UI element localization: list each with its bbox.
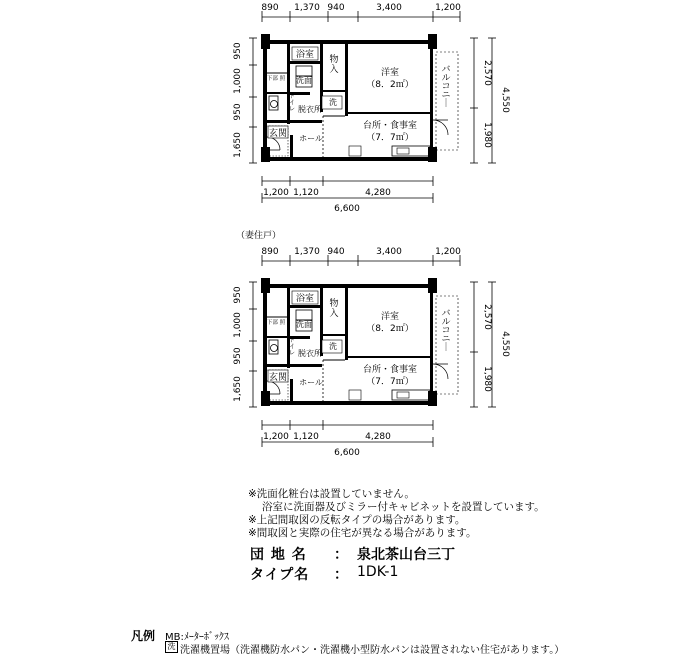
floor-plan-2 bbox=[0, 231, 700, 494]
plan-caption: （妻住戸） bbox=[236, 231, 282, 241]
wall bbox=[263, 40, 433, 44]
door-swing-icon bbox=[433, 120, 448, 135]
type-name-label: タイプ名 bbox=[250, 567, 310, 583]
sink-icon bbox=[397, 392, 409, 398]
room-storage bbox=[329, 297, 338, 319]
wall bbox=[290, 61, 320, 64]
dim-top-label: 940 bbox=[327, 3, 345, 13]
wall bbox=[267, 336, 290, 338]
dim-left-label: 1,650 bbox=[233, 132, 243, 158]
note-4: ※間取図と実際の住宅が異なる場合があります。 bbox=[248, 527, 477, 539]
washbasin-icon bbox=[296, 310, 312, 320]
meter-label: 下部 照 bbox=[266, 320, 286, 326]
dim-left-label: 1,000 bbox=[233, 68, 243, 94]
column bbox=[428, 278, 437, 293]
note-3: ※上記間取図の反転タイプの場合があります。 bbox=[248, 514, 466, 526]
wall bbox=[430, 40, 433, 161]
dim-bottom-label: 1,200 bbox=[263, 432, 289, 442]
dim-top-label: 940 bbox=[327, 247, 345, 257]
wall bbox=[263, 40, 267, 161]
dim-bottom-total-label: 6,600 bbox=[334, 204, 360, 214]
wall bbox=[430, 284, 433, 405]
dim-top-label: 1,370 bbox=[294, 3, 320, 13]
room-western: 洋室 bbox=[380, 312, 400, 322]
room-storage bbox=[329, 53, 338, 75]
wall bbox=[290, 379, 293, 401]
dim-left-label: 950 bbox=[233, 42, 243, 60]
room-kitchen: 台所・食事室 bbox=[362, 365, 418, 375]
dim-bottom-label: 1,200 bbox=[263, 188, 289, 198]
dim-top-label: 3,400 bbox=[376, 247, 402, 257]
type-name-colon: ： bbox=[334, 567, 348, 583]
wall bbox=[267, 120, 322, 123]
room-hall: ホール bbox=[299, 134, 323, 143]
column bbox=[261, 34, 270, 49]
legend-laundry: 洗濯機置場（洗濯機防水パン・洗濯機小型防水パンは設置されない住宅があります。） bbox=[180, 645, 565, 656]
wall bbox=[323, 90, 348, 92]
room-bath: 浴室 bbox=[295, 50, 315, 60]
sink-icon bbox=[397, 148, 409, 154]
room-western-area: （8．2㎡） bbox=[366, 80, 414, 90]
dim-left-label: 1,650 bbox=[233, 376, 243, 402]
column bbox=[428, 34, 437, 49]
dim-left-label: 950 bbox=[233, 286, 243, 304]
dim-left-label: 950 bbox=[233, 347, 243, 365]
floor-plan-1 bbox=[0, 0, 700, 250]
column bbox=[261, 391, 270, 406]
room-dressing: 脱衣所 bbox=[298, 349, 322, 358]
dim-right-label: 2,570 bbox=[482, 304, 492, 330]
room-kitchen-area: （7．7㎡） bbox=[366, 133, 414, 143]
door-swing-icon bbox=[433, 364, 448, 379]
dim-right-total-label: 4,550 bbox=[500, 87, 510, 113]
wall bbox=[263, 401, 433, 405]
room-wash: 洗面 bbox=[296, 320, 312, 329]
room-wash: 洗面 bbox=[296, 76, 312, 85]
room-toilet bbox=[289, 337, 295, 357]
estate-name-colon: ： bbox=[334, 547, 348, 563]
wall bbox=[323, 334, 348, 336]
dim-bottom-label: 4,280 bbox=[365, 432, 391, 442]
room-toilet-text: トイレ bbox=[288, 337, 296, 357]
dim-left-label: 1,000 bbox=[233, 312, 243, 338]
dim-top-label: 890 bbox=[261, 3, 279, 13]
toilet-bowl-icon bbox=[271, 101, 278, 108]
dim-top-label: 1,200 bbox=[435, 247, 461, 257]
room-balcony-text: バルコニ｜ bbox=[441, 309, 451, 353]
wall bbox=[348, 112, 430, 114]
room-western-area: （8．2㎡） bbox=[366, 324, 414, 334]
room-dressing: 脱衣所 bbox=[298, 105, 322, 114]
room-entrance: 玄関 bbox=[268, 129, 288, 139]
dim-right-total-label: 4,550 bbox=[500, 331, 510, 357]
wall bbox=[345, 288, 348, 360]
dim-right-label: 1,980 bbox=[482, 366, 492, 392]
room-toilet-text: トイレ bbox=[288, 93, 296, 113]
legend-mb: MB:ﾒｰﾀｰﾎﾞｯｸｽ bbox=[165, 632, 229, 643]
toilet-bowl-icon bbox=[271, 345, 278, 352]
dim-bottom-label: 1,120 bbox=[293, 432, 319, 442]
note-2: 浴室に洗面器及びミラー付キャビネットを設置しています。 bbox=[262, 501, 545, 513]
room-bath: 浴室 bbox=[295, 294, 315, 304]
wall bbox=[345, 44, 348, 116]
dim-top-label: 1,200 bbox=[435, 3, 461, 13]
dim-right-label: 1,980 bbox=[482, 122, 492, 148]
room-balcony-text: バルコニ｜ bbox=[441, 65, 451, 109]
room-toilet bbox=[289, 93, 295, 113]
dim-bottom-total-label: 6,600 bbox=[334, 448, 360, 458]
dim-top-label: 1,370 bbox=[294, 247, 320, 257]
wall bbox=[267, 92, 290, 94]
dim-left-label: 950 bbox=[233, 103, 243, 121]
room-hall: ホール bbox=[299, 378, 323, 387]
room-kitchen: 台所・食事室 bbox=[362, 121, 418, 131]
wall bbox=[263, 284, 433, 288]
note-1: ※洗面化粧台は設置していません。 bbox=[248, 488, 415, 500]
column bbox=[428, 147, 437, 162]
room-entrance: 玄関 bbox=[268, 373, 288, 383]
room-kitchen-area: （7．7㎡） bbox=[366, 377, 414, 387]
room-balcony bbox=[441, 65, 450, 109]
meter-box-label bbox=[267, 74, 286, 82]
wall bbox=[290, 135, 293, 157]
wall bbox=[263, 157, 433, 161]
meter-label: 下部 照 bbox=[266, 76, 286, 82]
meter-box-label bbox=[267, 318, 286, 326]
dim-bottom-label: 4,280 bbox=[365, 188, 391, 198]
room-western: 洋室 bbox=[380, 68, 400, 78]
room-storage-text: 物入 bbox=[329, 299, 339, 319]
column bbox=[428, 391, 437, 406]
type-name-value: 1DK-1 bbox=[357, 564, 399, 580]
kitchen-counter-icon bbox=[392, 146, 430, 156]
fridge-space-icon bbox=[349, 390, 361, 400]
wall bbox=[263, 284, 267, 405]
room-laundry: 洗 bbox=[329, 342, 337, 351]
fridge-space-icon bbox=[349, 146, 361, 156]
column bbox=[261, 147, 270, 162]
dim-right-label: 2,570 bbox=[482, 60, 492, 86]
laundry-symbol-icon: 洗 bbox=[165, 641, 178, 653]
dim-top-label: 890 bbox=[261, 247, 279, 257]
legend-title: 凡例 bbox=[131, 629, 156, 643]
wall bbox=[267, 364, 322, 367]
kitchen-counter-icon bbox=[392, 390, 430, 400]
column bbox=[261, 278, 270, 293]
estate-name-value: 泉北茶山台三丁 bbox=[357, 547, 455, 563]
room-storage-text: 物入 bbox=[329, 55, 339, 75]
washbasin-icon bbox=[296, 66, 312, 76]
estate-name-label: 団 地 名 bbox=[250, 547, 307, 563]
wall bbox=[290, 305, 320, 308]
room-balcony bbox=[441, 309, 450, 353]
room-laundry: 洗 bbox=[329, 98, 337, 107]
dim-top-label: 3,400 bbox=[376, 3, 402, 13]
dim-bottom-label: 1,120 bbox=[293, 188, 319, 198]
wall bbox=[348, 356, 430, 358]
